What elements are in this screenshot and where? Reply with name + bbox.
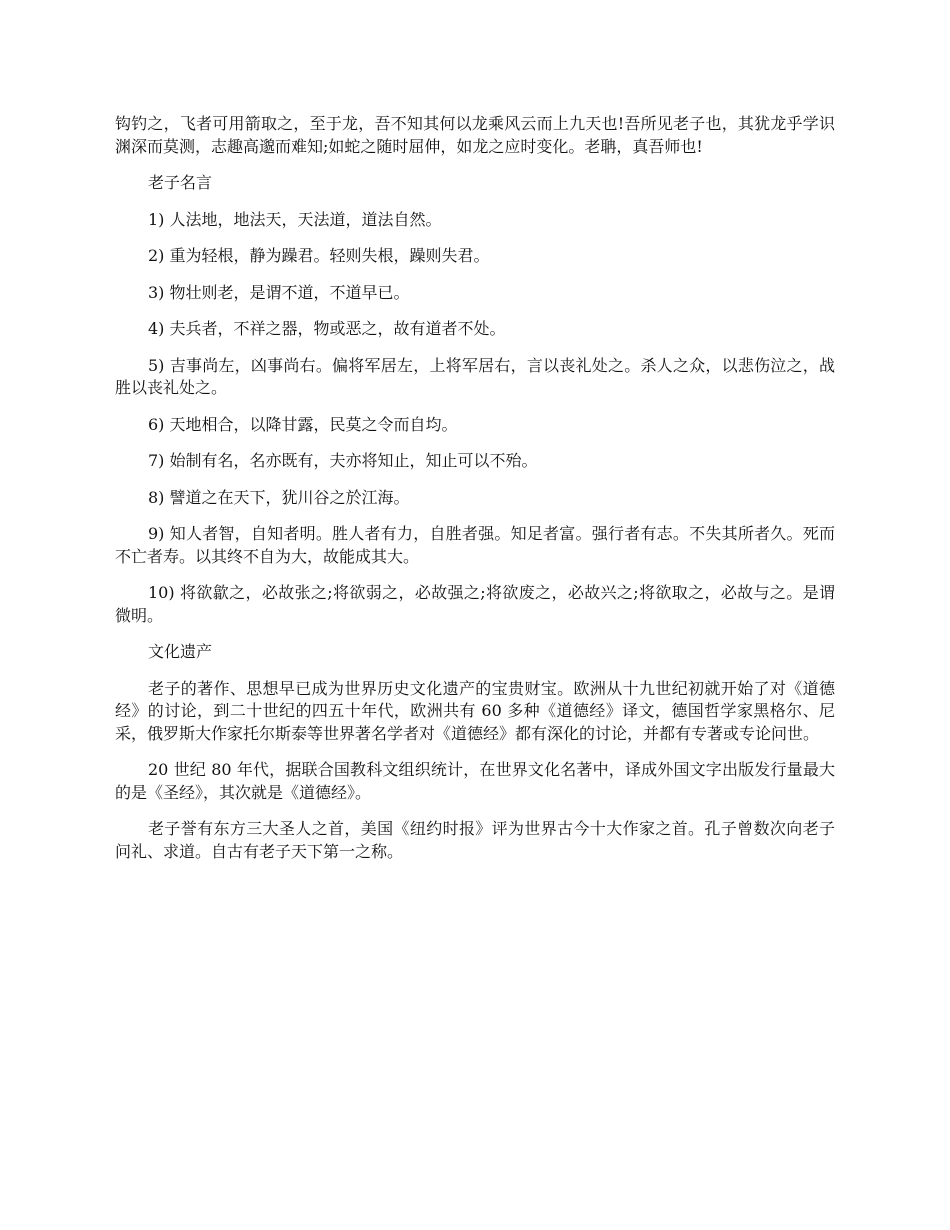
intro-paragraph: 钩钓之，飞者可用箭取之，至于龙，吾不知其何以龙乘风云而上九天也!吾所见老子也，其犹龙乎学识渊深而莫测，志趣高邈而难知;如蛇之随时屈伸，如龙之应时变化。老聃，真吾师也! <box>115 114 835 156</box>
quote-item: 6) 天地相合，以降甘露，民莫之令而自均。 <box>148 414 458 434</box>
quote-item: 1) 人法地，地法天，天法道，道法自然。 <box>148 209 442 229</box>
heritage-paragraph: 老子誉有东方三大圣人之首，美国《纽约时报》评为世界古今十大作家之首。孔子曾数次向老子问礼、求道。自古有老子天下第一之称。 <box>115 819 835 861</box>
quote-item: 4) 夫兵者，不祥之器，物或恶之，故有道者不处。 <box>148 319 506 338</box>
quote-item: 7) 始制有名，名亦既有，夫亦将知止，知止可以不殆。 <box>148 451 538 470</box>
quote-item: 8) 譬道之在天下，犹川谷之於江海。 <box>148 487 410 507</box>
document-page <box>115 113 835 877</box>
quote-item: 2) 重为轻根，静为躁君。轻则失根，躁则失君。 <box>148 246 490 265</box>
heritage-paragraph: 20 世纪 80 年代，据联合国教科文组织统计，在世界文化名著中，译成外国文字出版发行量最大的是《圣经》，其次就是《道德经》。 <box>115 760 835 802</box>
quote-item: 3) 物壮则老，是谓不道，不道早已。 <box>148 282 410 302</box>
quote-item: 10) 将欲歙之，必故张之;将欲弱之，必故强之;将欲废之，必故兴之;将欲取之，必故与之。是谓微明。 <box>115 583 835 625</box>
section-heading-quotes: 老子名言 <box>148 173 213 192</box>
heritage-paragraph: 老子的著作、思想早已成为世界历史文化遗产的宝贵财宝。欧洲从十九世纪初就开始了对《道德经》的讨论，到二十世纪的四五十年代，欧洲共有 60 多种《道德经》译文，德国哲学家黑格尔、尼采，俄罗斯大作家托尔斯泰等世界著名学者对《道德经》都有深化的讨论，并都有专著或专论问世。 <box>115 678 835 743</box>
quote-item: 5) 吉事尚左，凶事尚右。偏将军居左，上将军居右，言以丧礼处之。杀人之众，以悲伤泣之，战胜以丧礼处之。 <box>115 355 835 397</box>
quote-item: 9) 知人者智，自知者明。胜人者有力，自胜者强。知足者富。强行者有志。不失其所者久。死而不亡者寿。以其终不自为大，故能成其大。 <box>115 524 835 566</box>
section-heading-heritage: 文化遗产 <box>148 642 213 661</box>
